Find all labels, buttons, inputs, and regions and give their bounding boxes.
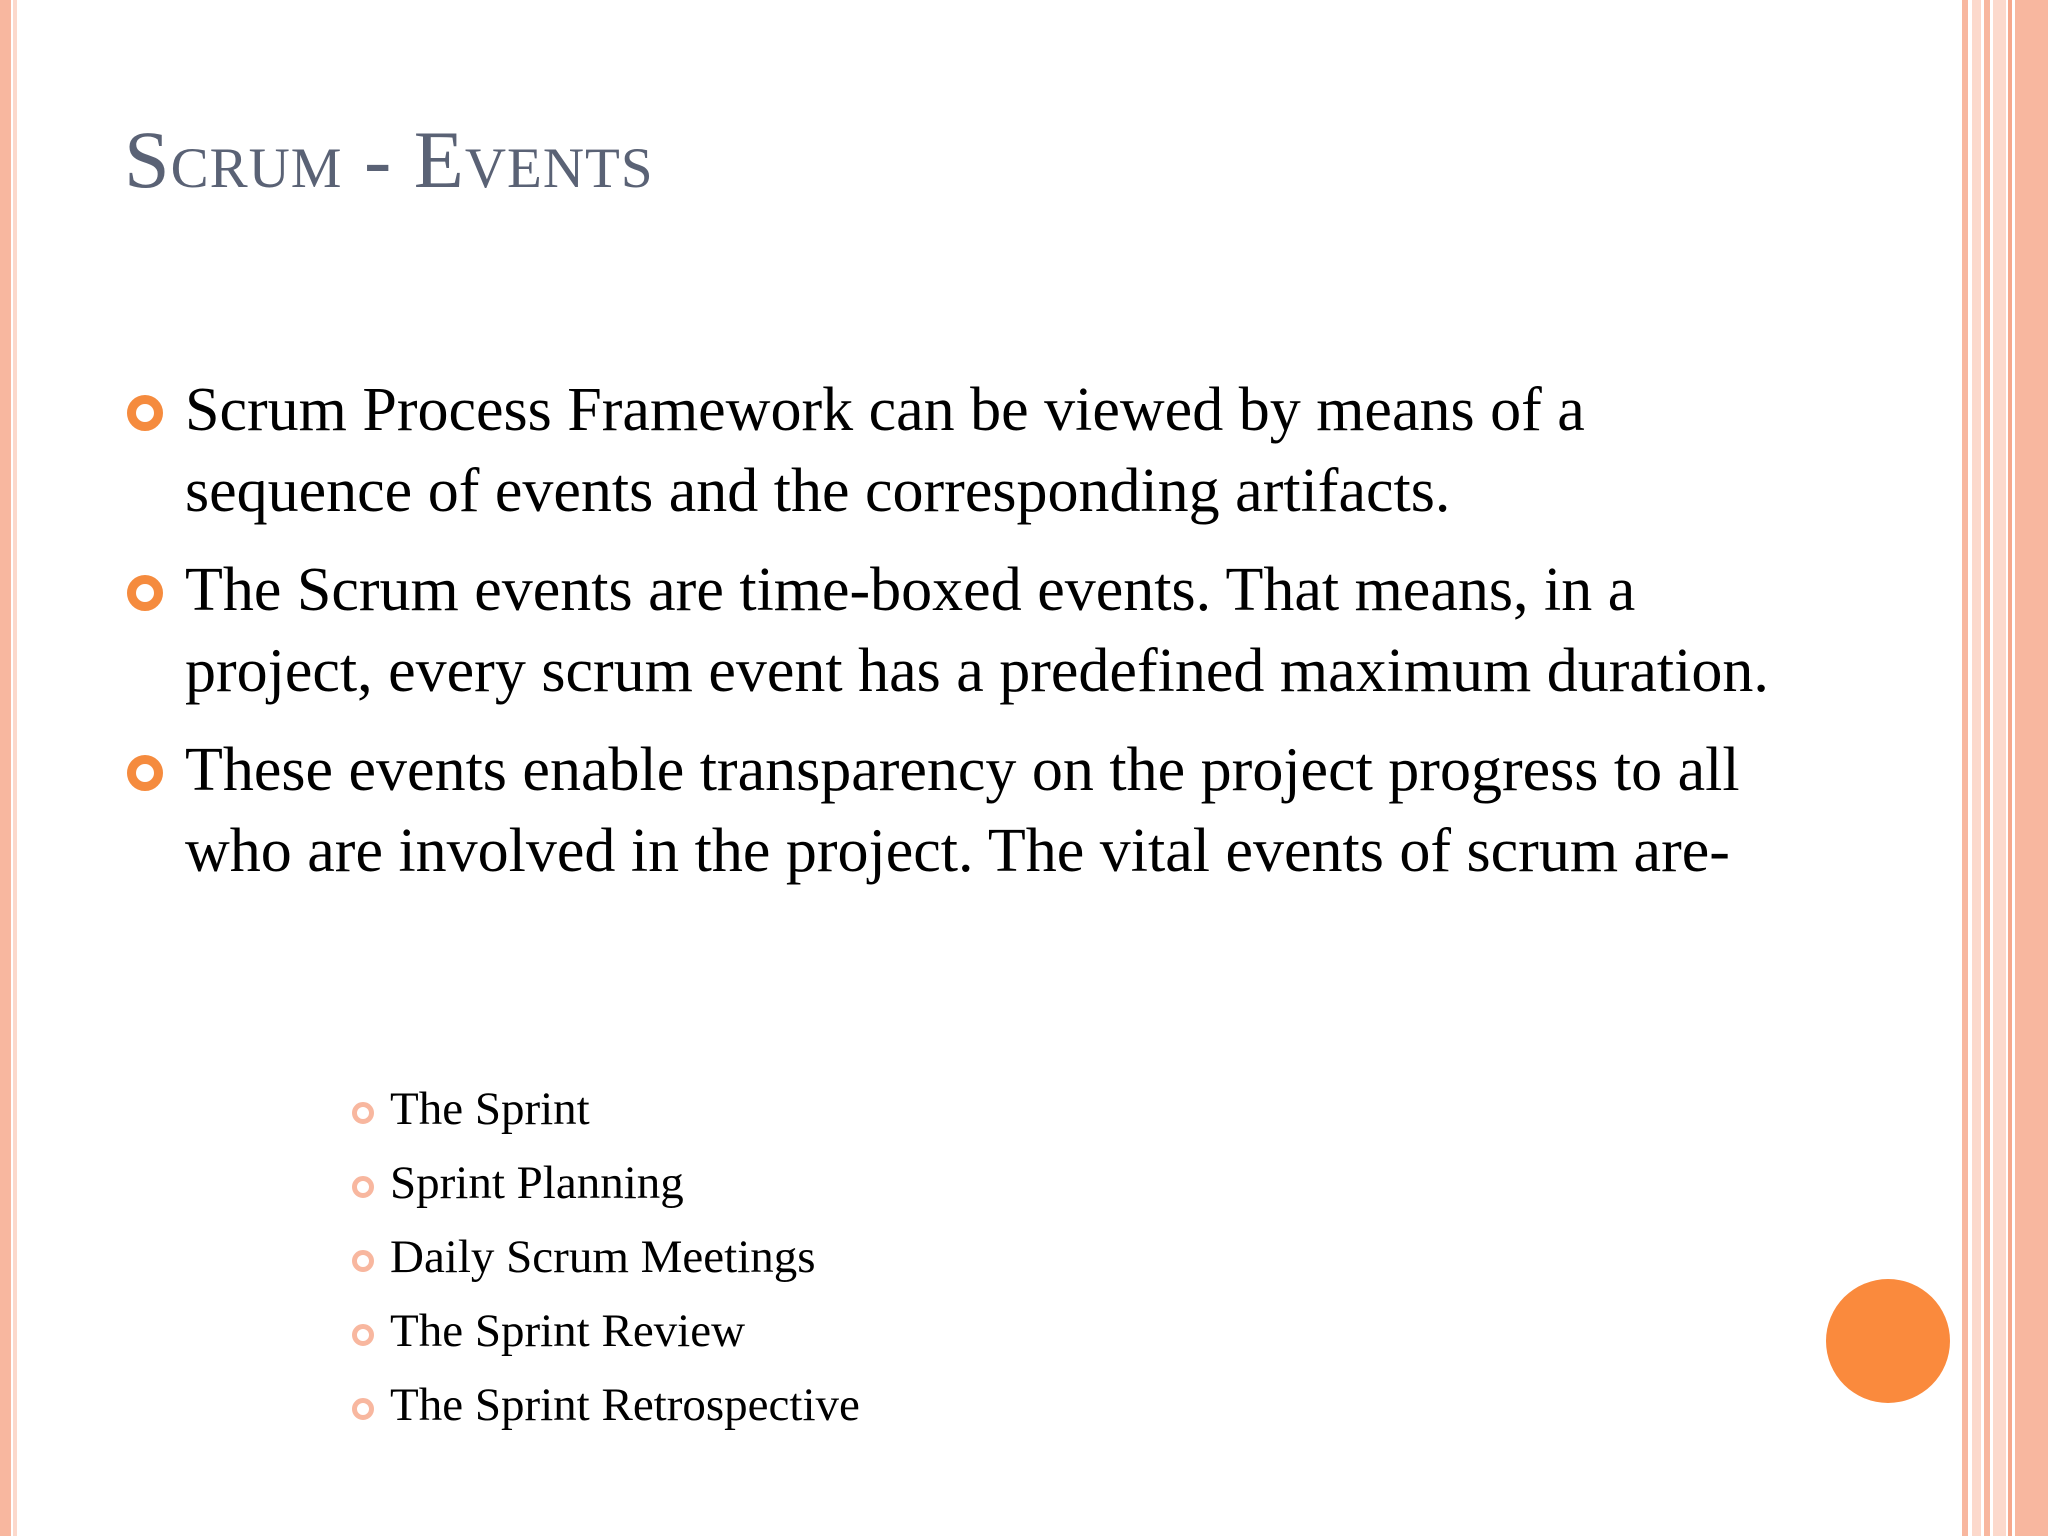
bullet-text: Scrum Process Framework can be viewed by means of a sequence of events and the corresponding artifacts. <box>185 376 1585 525</box>
bullet-text: The Scrum events are time-boxed events. That means, in a project, every scrum event has a predefined maximum duration. <box>185 556 1769 705</box>
circle-bullet-icon <box>127 755 163 791</box>
sub-bullet-item <box>0 1220 860 1294</box>
sub-bullet-text: The Sprint Review <box>390 1305 746 1357</box>
bullet-item <box>0 370 1785 532</box>
right-border-stripe <box>2008 0 2012 1536</box>
right-border-stripe <box>1984 0 1990 1536</box>
sub-bullet-text: The Sprint Retrospective <box>390 1379 860 1431</box>
bullet-text: These events enable transparency on the project progress to all who are involved in the project. The vital events of scrum are- <box>185 736 1740 885</box>
sub-bullet-item <box>0 1294 860 1368</box>
sub-bullet-text: The Sprint <box>390 1083 590 1135</box>
sub-bullet-list <box>0 1072 860 1442</box>
decorative-circle <box>1826 1279 1950 1403</box>
sub-bullet-item <box>0 1146 860 1220</box>
small-circle-bullet-icon <box>352 1250 374 1272</box>
sub-bullet-item <box>0 1072 860 1146</box>
right-border-stripe <box>1993 0 2006 1536</box>
sub-bullet-text: Daily Scrum Meetings <box>390 1231 816 1283</box>
right-border-stripe <box>1972 0 1981 1536</box>
small-circle-bullet-icon <box>352 1176 374 1198</box>
right-border-stripe <box>2015 0 2048 1536</box>
bullet-item <box>0 730 1785 892</box>
sub-bullet-item <box>0 1368 860 1442</box>
circle-bullet-icon <box>127 395 163 431</box>
right-border-stripe <box>1962 0 1968 1536</box>
slide-title: Scrum - Events <box>124 114 654 205</box>
bullet-list <box>0 370 1800 910</box>
small-circle-bullet-icon <box>352 1398 374 1420</box>
bullet-item <box>0 550 1785 712</box>
small-circle-bullet-icon <box>352 1102 374 1124</box>
small-circle-bullet-icon <box>352 1324 374 1346</box>
circle-bullet-icon <box>127 575 163 611</box>
sub-bullet-text: Sprint Planning <box>390 1157 684 1209</box>
